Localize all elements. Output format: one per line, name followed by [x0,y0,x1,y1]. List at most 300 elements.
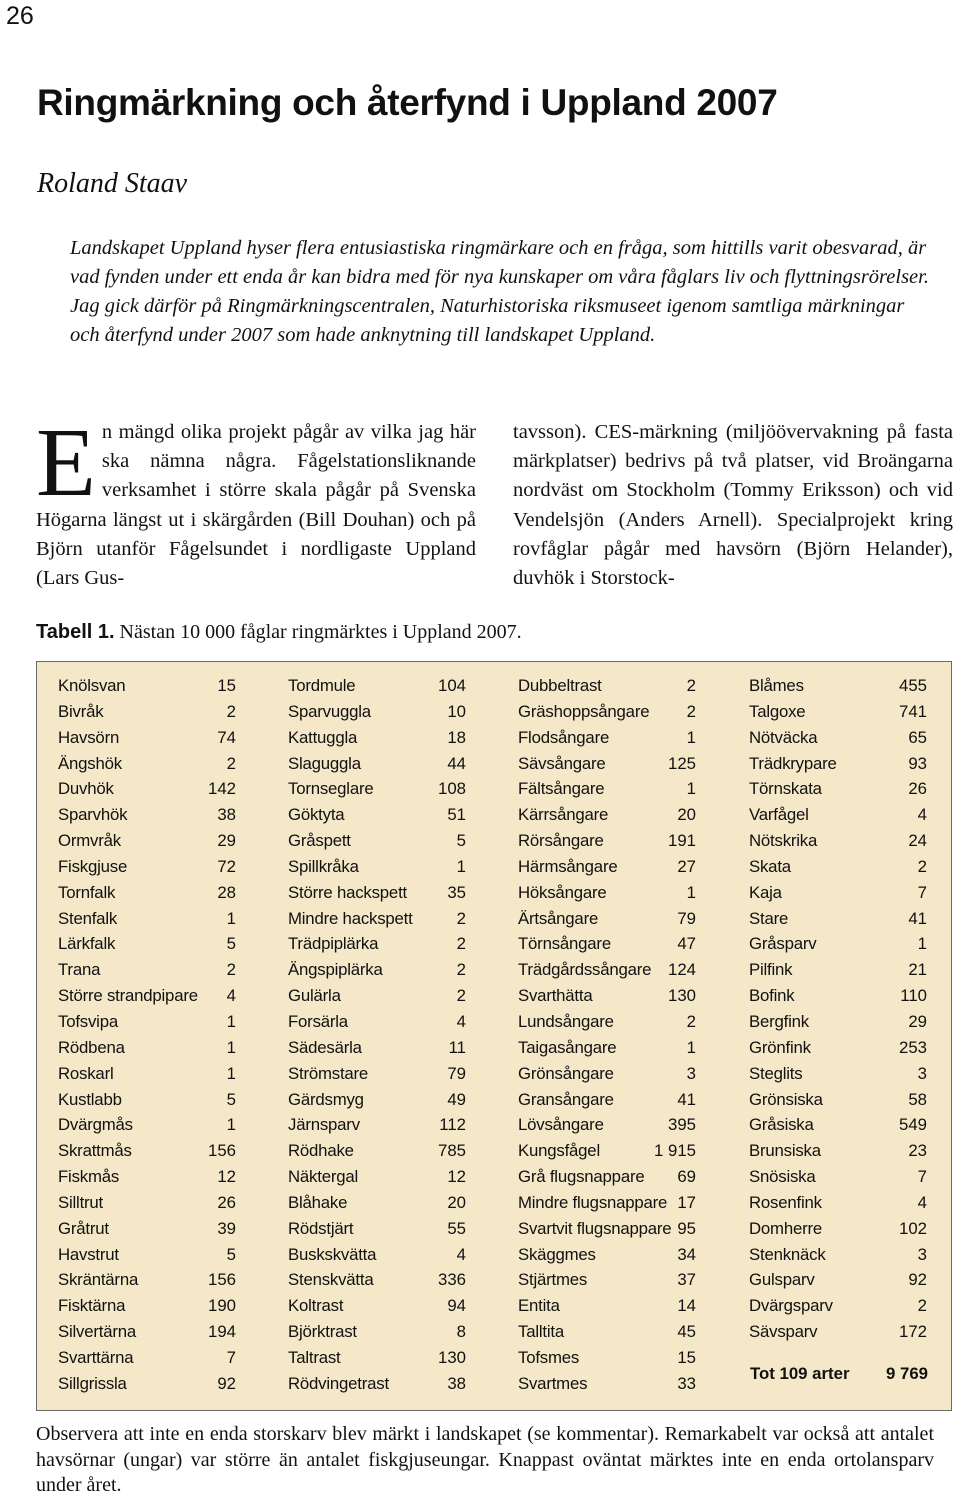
species-count: 194 [208,1322,236,1342]
species-name: Bofink [749,986,795,1006]
table-row [288,1319,466,1345]
species-count: 3 [917,1244,927,1264]
species-name: Buskskvätta [288,1244,377,1264]
species-count: 79 [447,1063,466,1083]
table-row [518,699,696,725]
species-name: Bergfink [749,1011,809,1031]
species-name: Kaja [749,882,782,902]
table-row [288,957,466,983]
species-name: Större hackspett [288,882,407,902]
species-count: 92 [908,1270,927,1290]
species-count: 130 [668,986,696,1006]
species-count: 1 915 [654,1141,696,1161]
species-count: 18 [447,727,466,747]
species-count: 1 [226,1115,236,1135]
species-count: 110 [900,986,927,1006]
table-row [58,906,236,932]
species-count: 49 [447,1089,466,1109]
species-name: Trädpiplärka [288,934,379,954]
species-count: 28 [217,882,236,902]
species-count: 4 [917,1192,927,1212]
species-name: Rörsångare [518,831,604,851]
lead-paragraph: Landskapet Uppland hyser flera entusiastiska ringmärkare och en fråga, som hittills varit obesvarad, är vad fynden under ett enda år kan bidra med för nya kunskaper om våra fåglars liv och flyttningsrörelser. Jag gick därför på Ringmärkningscentralen, Naturhistoriska riksmuseet igenom samtliga märkningar och återfynd under 2007 som hade anknytning till landskapet Uppland. [70,237,929,346]
species-name: Taigasångare [518,1037,617,1057]
body-column-1-text: n mängd olika projekt pågår av vilka jag här ska nämna några. Fågelstationsliknande verksamhet i större skala pågår på Svenska Högarna längst ut i skärgården (Bill Douhan) och på Björn utanför Fågelsundet i nordligaste Uppland (Lars Gus- [36,421,476,590]
table-caption-label: Tabell 1. [36,621,115,643]
table-row [518,1190,696,1216]
species-count: 74 [217,727,236,747]
table-row [518,776,696,802]
table-row [58,1190,236,1216]
species-name: Härmsångare [518,856,618,876]
species-count: 102 [899,1218,927,1238]
table-row [58,699,236,725]
species-name: Dvärgmås [58,1115,133,1135]
table-row [288,802,466,828]
article-title: Ringmärkning och återfynd i Uppland 2007 [37,82,778,123]
species-name: Silvertärna [58,1322,137,1342]
table-row [749,1267,927,1293]
table-row [749,751,927,777]
table-row [58,1267,236,1293]
species-name: Tornseglare [288,779,374,799]
table-row [518,931,696,957]
table-row [288,1035,466,1061]
species-count: 785 [438,1141,466,1161]
species-count: 2 [226,701,236,721]
species-name: Sävsångare [518,753,606,773]
species-count: 3 [917,1063,927,1083]
table-row [749,802,927,828]
table-row [518,1061,696,1087]
species-name: Silltrut [58,1192,104,1212]
table-row [58,1164,236,1190]
table-row [288,1267,466,1293]
species-count: 29 [908,1011,927,1031]
table-row [518,880,696,906]
table-row [58,1112,236,1138]
species-name: Steglits [749,1063,803,1083]
table-row [288,1242,466,1268]
species-name: Kustlabb [58,1089,122,1109]
table-row [288,699,466,725]
species-name: Strömstare [288,1063,369,1083]
table-row [749,1087,927,1113]
species-name: Tornfalk [58,882,116,902]
table-row [58,1061,236,1087]
table-row [288,1190,466,1216]
species-name: Näktergal [288,1167,359,1187]
table-row [749,957,927,983]
table-row [749,1138,927,1164]
species-count: 4 [226,986,236,1006]
species-name: Gulärla [288,986,341,1006]
species-name: Knölsvan [58,676,126,695]
table-column-2 [288,673,466,1397]
species-name: Fältsångare [518,779,605,799]
species-count: 191 [668,831,696,851]
species-count: 33 [677,1373,696,1393]
species-count: 1 [917,934,927,954]
species-name: Lundsångare [518,1011,614,1031]
species-count: 336 [438,1270,466,1290]
species-count: 27 [677,856,696,876]
species-name: Gulsparv [749,1270,815,1290]
species-count: 94 [447,1296,466,1316]
table-row [58,1035,236,1061]
table-row [288,725,466,751]
table-row [749,854,927,880]
species-name: Grönfink [749,1037,811,1057]
species-count: 4 [917,805,927,825]
species-name: Koltrast [288,1296,344,1316]
table-row [288,1138,466,1164]
table-row [749,983,927,1009]
table-row [749,828,927,854]
species-count: 5 [226,1089,236,1109]
species-count: 26 [908,779,927,799]
species-count: 34 [677,1244,696,1264]
table-row [518,673,696,699]
species-count: 3 [686,1063,696,1083]
species-count: 10 [447,701,466,721]
species-name: Gråsiska [749,1115,814,1135]
table-row [749,776,927,802]
total-value: 9 769 [886,1364,928,1383]
species-count: 23 [908,1141,927,1161]
table-row [518,854,696,880]
species-name: Skrattmås [58,1141,132,1161]
table-row [518,828,696,854]
species-name: Höksångare [518,882,607,902]
table-row [288,673,466,699]
species-count: 1 [226,1037,236,1057]
species-count: 156 [208,1270,236,1290]
species-count: 21 [908,960,927,980]
species-name: Duvhök [58,779,114,799]
species-count: 5 [226,934,236,954]
species-name: Svartvit flugsnappare [518,1218,672,1238]
table-row [58,1319,236,1345]
species-name: Havstrut [58,1244,119,1264]
species-name: Sparvuggla [288,701,371,721]
species-count: 395 [668,1115,696,1135]
table-column-3 [518,673,696,1397]
species-count: 39 [217,1218,236,1238]
table-row [288,1293,466,1319]
species-name: Havsörn [58,727,120,747]
species-count: 15 [677,1347,696,1367]
table-row [749,1009,927,1035]
species-count: 455 [899,676,927,695]
species-name: Grönsångare [518,1063,614,1083]
species-name: Flodsångare [518,727,610,747]
table-row [288,776,466,802]
species-count: 37 [677,1270,696,1290]
species-name: Pilfink [749,960,793,980]
species-name: Roskarl [58,1063,114,1083]
species-name: Ärtsångare [518,908,599,928]
species-name: Stjärtmes [518,1270,588,1290]
species-name: Järnsparv [288,1115,360,1135]
table-row [749,906,927,932]
species-name: Ängshök [58,753,122,773]
table-row [288,1164,466,1190]
species-name: Bivråk [58,701,104,721]
species-count: 5 [456,831,466,851]
table-row [749,1242,927,1268]
table-row [58,776,236,802]
species-name: Björktrast [288,1322,357,1342]
species-name: Skäggmes [518,1244,596,1264]
species-name: Grå flugsnappare [518,1167,645,1187]
table-column-1 [58,673,236,1397]
species-count: 1 [686,1037,696,1057]
body-column-2 [513,418,953,593]
species-name: Svarthätta [518,986,593,1006]
total-label: Tot 109 arter [750,1364,850,1383]
species-count: 549 [899,1115,927,1135]
species-name: Gransångare [518,1089,614,1109]
species-name: Entita [518,1296,560,1316]
species-count: 741 [899,701,927,721]
species-count: 253 [899,1037,927,1057]
species-count: 2 [456,986,466,1006]
species-count: 38 [447,1373,466,1393]
body-column-2-text: tavsson). CES-märkning (miljöövervakning på fasta märkplatser) bedrivs på två platser, vid Broängarna nordväst om Stockholm (Tommy Eriksson) och vid Vendelsjön (Anders Arnell). Specialprojekt kring rovfåglar pågår med havsörn (Björn Helander), duvhök i Storstock- [513,421,953,590]
table-row [749,1319,927,1345]
species-count: 11 [448,1037,466,1057]
table-row [288,1112,466,1138]
species-count: 69 [677,1167,696,1187]
table-row [518,1035,696,1061]
species-name: Törnskata [749,779,822,799]
species-count: 2 [226,753,236,773]
table-caption-text: Nästan 10 000 fåglar ringmärktes i Uppland 2007. [114,621,522,643]
species-count: 14 [677,1296,696,1316]
species-name: Tordmule [288,676,356,695]
species-count: 1 [226,908,236,928]
table-row [749,673,927,699]
species-count: 7 [226,1347,236,1367]
table-row [518,1216,696,1242]
species-name: Blåhake [288,1192,348,1212]
species-name: Domherre [749,1218,823,1238]
table-row [518,1009,696,1035]
species-count: 125 [668,753,696,773]
table-caption [36,621,522,644]
species-name: Taltrast [288,1347,341,1367]
table-row [58,983,236,1009]
table-row [518,1138,696,1164]
table-row [749,1061,927,1087]
species-count: 104 [438,676,466,695]
table-row [518,1371,696,1397]
species-name: Talltita [518,1322,564,1342]
species-count: 44 [447,753,466,773]
species-name: Fiskgjuse [58,856,128,876]
species-name: Större strandpipare [58,986,198,1006]
species-count: 51 [447,805,466,825]
species-count: 7 [917,882,927,902]
species-count: 2 [917,856,927,876]
species-name: Nötväcka [749,727,818,747]
table-row [518,1164,696,1190]
species-count: 190 [208,1296,236,1316]
species-name: Slaguggla [288,753,361,773]
table-row [58,1345,236,1371]
species-name: Tofsmes [518,1347,580,1367]
species-count: 1 [686,727,696,747]
table-row [288,1061,466,1087]
species-name: Spillkråka [288,856,359,876]
footnote-paragraph: Observera att inte en enda storskarv blev märkt i landskapet (se kommentar). Remarkabelt var också att antalet havsörnar (ungar) var större än antalet fiskgjuseungar. Knappast oväntat märktes inte en enda ortolansparv under året. [36,1423,934,1496]
species-count: 47 [677,934,696,954]
species-name: Talgoxe [749,701,806,721]
species-count: 2 [686,676,696,695]
table-row [58,957,236,983]
species-count: 72 [217,856,236,876]
species-name: Kattuggla [288,727,358,747]
species-name: Dvärgsparv [749,1296,833,1316]
species-count: 1 [226,1063,236,1083]
species-count: 45 [677,1322,696,1342]
page-number: 26 [6,2,34,30]
species-count: 15 [217,676,236,695]
species-name: Ormvråk [58,831,121,851]
species-name: Ängspiplärka [288,960,383,980]
species-count: 79 [677,908,696,928]
species-name: Tofsvipa [58,1011,118,1031]
species-name: Trädkrypare [749,753,837,773]
table-row [749,1216,927,1242]
table-total-row [750,1364,928,1384]
table-row [749,931,927,957]
species-name: Snösiska [749,1167,816,1187]
species-name: Svartmes [518,1373,588,1393]
table-row [518,1242,696,1268]
table-row [288,880,466,906]
table-row [749,880,927,906]
species-count: 24 [908,831,927,851]
table-row [58,1009,236,1035]
species-name: Svarttärna [58,1347,134,1367]
table-row [749,725,927,751]
table-row [749,1190,927,1216]
species-count: 2 [686,701,696,721]
species-name: Gärdsmyg [288,1089,364,1109]
table-row [288,1216,466,1242]
species-name: Mindre hackspett [288,908,413,928]
species-count: 8 [456,1322,466,1342]
species-count: 41 [677,1089,696,1109]
table-row [58,1293,236,1319]
species-name: Stenfalk [58,908,118,928]
species-name: Fisktärna [58,1296,126,1316]
species-count: 58 [908,1089,927,1109]
table-row [518,1293,696,1319]
table-row [288,751,466,777]
species-count: 2 [686,1011,696,1031]
species-name: Sillgrissla [58,1373,127,1393]
table-row [518,1112,696,1138]
species-name: Gråspett [288,831,351,851]
table-row [749,1035,927,1061]
table-row [58,1087,236,1113]
table-row [518,983,696,1009]
species-name: Stare [749,908,789,928]
table-row [288,828,466,854]
table-row [58,1242,236,1268]
species-count: 112 [439,1115,466,1135]
table-row [749,1164,927,1190]
species-count: 1 [686,779,696,799]
species-name: Rödhake [288,1141,354,1161]
species-name: Forsärla [288,1011,348,1031]
table-row [518,802,696,828]
species-name: Sävsparv [749,1322,818,1342]
table-row [518,906,696,932]
author-name: Roland Staav [37,168,188,199]
species-name: Grönsiska [749,1089,823,1109]
species-name: Törnsångare [518,934,611,954]
species-name: Rosenfink [749,1192,822,1212]
species-count: 142 [208,779,236,799]
species-count: 93 [908,753,927,773]
species-count: 20 [447,1192,466,1212]
table-row [518,725,696,751]
species-count: 2 [456,960,466,980]
table-row [58,673,236,699]
table-row [288,906,466,932]
species-count: 5 [226,1244,236,1264]
drop-cap: E [36,409,96,517]
species-count: 29 [217,831,236,851]
table-row [288,983,466,1009]
species-count: 95 [677,1218,696,1238]
species-name: Rödbena [58,1037,125,1057]
species-count: 4 [456,1244,466,1264]
species-count: 92 [217,1373,236,1393]
species-name: Trana [58,960,101,980]
species-count: 172 [899,1322,927,1342]
species-count: 124 [668,960,696,980]
species-count: 156 [208,1141,236,1161]
species-count: 35 [447,882,466,902]
table-row [58,802,236,828]
table-column-4 [749,673,927,1345]
table-row [288,931,466,957]
table-row [58,880,236,906]
species-count: 12 [447,1167,466,1187]
table-row [288,1371,466,1397]
species-name: Mindre flugsnappare [518,1192,668,1212]
table-row [518,1319,696,1345]
species-name: Gräshoppsångare [518,701,650,721]
body-column-1 [36,409,476,593]
table-row [518,751,696,777]
species-name: Varfågel [749,805,809,825]
species-count: 65 [908,727,927,747]
species-name: Sparvhök [58,805,128,825]
species-name: Lärkfalk [58,934,116,954]
species-count: 108 [438,779,466,799]
species-count: 1 [226,1011,236,1031]
table-row [58,1138,236,1164]
species-name: Kungsfågel [518,1141,600,1161]
species-count: 55 [447,1218,466,1238]
species-count: 2 [456,908,466,928]
